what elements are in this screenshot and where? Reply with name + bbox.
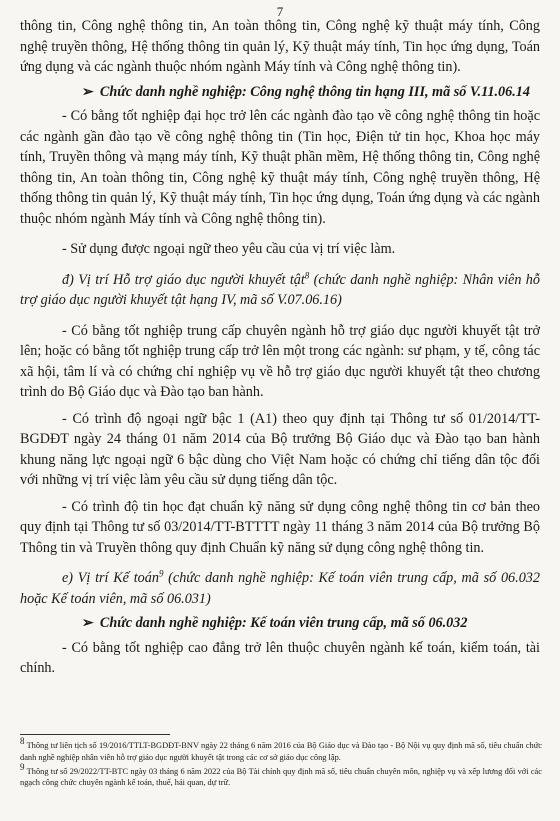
footnote-divider (20, 734, 170, 735)
section-d-label: đ) Vị trí Hỗ trợ giáo dục người khuyết tật (62, 271, 305, 288)
footnote-mark: 9 (20, 761, 25, 772)
heading-text: Chức danh nghề nghiệp: Công nghệ thông tin hạng III, mã số V.11.06.14 (99, 83, 530, 100)
footnote-ref-9: 9 (158, 568, 164, 579)
paragraph-accounting-degree: - Có bằng tốt nghiệp cao đẳng trở lên thuộc chuyên ngành kế toán, kiểm toán, tài chính. (20, 639, 540, 676)
document-body (20, 16, 540, 679)
paragraph-it-skills: - Có trình độ tin học đạt chuẩn kỹ năng sử dụng công nghệ thông tin cơ bản theo quy định tại Thông tư số 03/2014/TT-BTTTT ngày 11 tháng 3 năm 2014 của Bộ trưởng Bộ Thông tin và Truyền thông quy định Chuẩn kỹ năng sử dụng công nghệ thông tin. (20, 498, 540, 556)
footnotes (20, 736, 542, 791)
footnote-mark: 8 (20, 736, 25, 747)
section-d-detail: (chức danh nghề nghiệp: Nhân viên hỗ trợ giáo dục người khuyết tật hạng IV, mã số V.07.06.16) (20, 271, 540, 308)
arrowhead-icon: ➢ (82, 83, 94, 100)
paragraph-disability-degree: - Có bằng tốt nghiệp trung cấp chuyên ngành hỗ trợ giáo dục người khuyết tật trở lên; hoặc có bằng tốt nghiệp trung cấp trở lên một trong các ngành: sư phạm, y tế, công tác xã hội, tâm lí và có chứng chỉ nghiệp vụ về hỗ trợ giáo dục người khuyết tật theo chương trình do Bộ Giáo dục và Đào tạo ban hành. (20, 322, 540, 400)
paragraph-foreign-language: - Sử dụng được ngoại ngữ theo yêu cầu của vị trí việc làm. (62, 241, 396, 257)
heading-it-grade-iii (82, 82, 540, 103)
section-d-heading (20, 270, 540, 311)
paragraph-continuation: thông tin, Công nghệ thông tin, An toàn thông tin, Công nghệ kỹ thuật máy tính, Công nghệ truyền thông, Hệ thống thông tin quản lý, Kỹ thuật máy tính, Tin học ứng dụng, Toán ứng dụng và các ngành thuộc nhóm ngành Máy tính và Công nghệ thông tin). (20, 18, 540, 75)
section-e-heading (20, 568, 540, 609)
section-e-detail: (chức danh nghề nghiệp: Kế toán viên trung cấp, mã số 06.032 hoặc Kế toán viên, mã số 06.031) (20, 570, 540, 607)
page-number: 7 (276, 4, 284, 19)
paragraph-language-level: - Có trình độ ngoại ngữ bậc 1 (A1) theo quy định tại Thông tư số 01/2014/TT-BGDĐT ngày 24 tháng 01 năm 2014 của Bộ trưởng Bộ Giáo dục và Đào tạo ban hành khung năng lực ngoại ngữ 6 bậc dùng cho Việt Nam hoặc có chứng chỉ tiếng dân tộc đối với những vị trí việc làm yêu cầu sử dụng tiếng dân tộc. (20, 410, 540, 488)
heading-accountant (82, 613, 540, 634)
arrowhead-icon: ➢ (82, 615, 94, 631)
footnote (20, 761, 542, 790)
footnote-text: Thông tư số 29/2022/TT-BTC ngày 03 tháng 6 năm 2022 của Bộ Tài chính quy định mã số, tiêu chuẩn chuyên môn, nghiệp vụ và xếp lương đối với các ngạch công chức chuyên ngành kế toán, thuế, hải quan, dự trữ. (20, 766, 542, 788)
heading-text: Chức danh nghề nghiệp: Kế toán viên trung cấp, mã số 06.032 (99, 615, 468, 631)
footnote-text: Thông tư liên tịch số 19/2016/TTLT-BGDĐT-BNV ngày 22 tháng 6 năm 2016 của Bộ Giáo dục và Đào tạo - Bộ Nội vụ quy định mã số, tiêu chuẩn chức danh nghề nghiệp nhân viên hỗ trợ giáo dục người khuyết tật trong các cơ sở giáo dục công lập. (20, 741, 542, 762)
section-e-label: e) Vị trí Kế toán (62, 570, 159, 586)
paragraph-it-degree: - Có bằng tốt nghiệp đại học trở lên các ngành đào tạo về công nghệ thông tin hoặc các ngành gần đào tạo về công nghệ thông tin (Tin học, Điện tử tin học, Khoa học máy tính, Truyền thông và mạng máy tính, Kỹ thuật phần mềm, Hệ thống thông tin, Công nghệ thông tin, An toàn thông tin, Công nghệ kỹ thuật máy tính, Công nghệ truyền thông, Hệ thống thông tin quản lý, Kỹ thuật máy tính, Tin học ứng dụng, Toán ứng dụng và các ngành thuộc nhóm ngành Máy tính và Công nghệ thông tin). (20, 108, 540, 227)
footnote (20, 736, 542, 764)
footnote-ref-8: 8 (304, 269, 310, 280)
